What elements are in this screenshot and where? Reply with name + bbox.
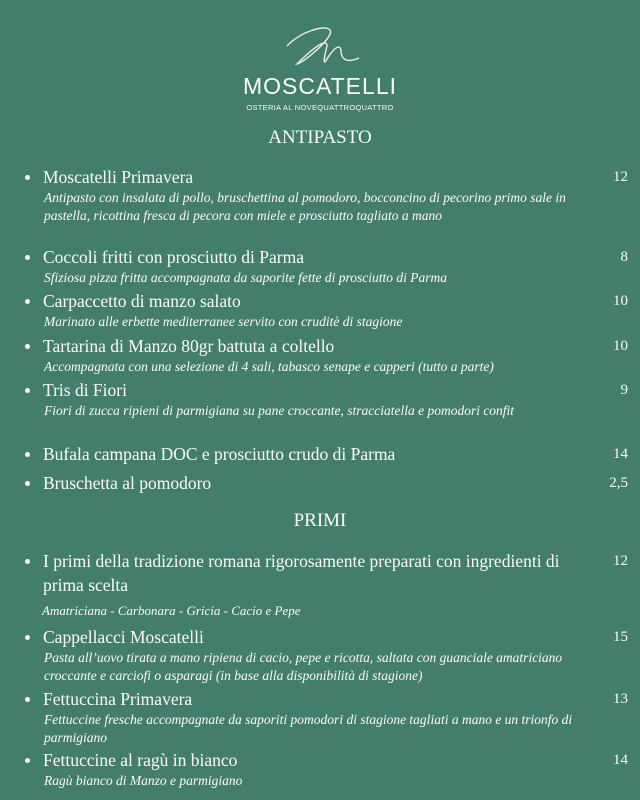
item-price: 10 xyxy=(613,338,628,354)
item-description: Accompagnata con una selezione di 4 sali, tabasco senape e capperi (tutto a parte) xyxy=(44,359,494,374)
menu-item xyxy=(24,748,628,790)
item-price: 8 xyxy=(620,249,628,265)
item-name: Bufala campana DOC e prosciutto crudo di Parma xyxy=(24,442,628,466)
item-varieties: Amatriciana - Carbonara - Gricia - Cacio e Pepe xyxy=(42,603,301,618)
item-price: 12 xyxy=(613,553,628,569)
item-name: Fettuccine al ragù in bianco xyxy=(24,748,628,772)
menu-item xyxy=(24,442,628,466)
menu-item xyxy=(24,625,628,685)
item-price: 9 xyxy=(620,382,628,398)
brand-tagline: OSTERIA AL NOVEQUATTROQUATTRO xyxy=(246,103,394,112)
menu-item xyxy=(24,687,628,747)
section-title-primi: PRIMI xyxy=(293,510,347,531)
menu-item xyxy=(24,245,628,287)
menu-item xyxy=(24,334,628,376)
item-price: 13 xyxy=(613,691,628,707)
menu-item xyxy=(24,378,628,420)
item-price: 14 xyxy=(613,446,628,462)
item-price: 14 xyxy=(613,752,628,768)
item-name: Coccoli fritti con prosciutto di Parma xyxy=(24,245,628,269)
item-price: 2,5 xyxy=(609,475,628,491)
item-name: Bruschetta al pomodoro xyxy=(24,471,628,495)
item-description: Ragù bianco di Manzo e parmigiano xyxy=(44,773,243,788)
item-name: Cappellacci Moscatelli xyxy=(24,625,628,649)
menu-item xyxy=(24,471,628,495)
item-name: Tartarina di Manzo 80gr battuta a coltello xyxy=(24,334,628,358)
item-description: Marinato alle erbette mediterranee servito con cruditè di stagione xyxy=(44,314,403,329)
section-title-antipasto: ANTIPASTO xyxy=(268,127,372,148)
signature-logo-icon xyxy=(0,24,640,73)
item-name: Carpaccetto di manzo salato xyxy=(24,289,628,313)
item-description: Sfiziosa pizza fritta accompagnata da saporite fette di prosciutto di Parma xyxy=(44,270,447,285)
item-description: Fiori di zucca ripieni di parmigiana su pane croccante, stracciatella e pomodori confit xyxy=(44,403,515,418)
item-name: Tris di Fiori xyxy=(24,378,628,402)
item-price: 12 xyxy=(613,169,628,185)
item-name: Fettuccina Primavera xyxy=(24,687,628,711)
brand-name: MOSCATELLI xyxy=(243,73,397,99)
menu-item xyxy=(24,165,628,225)
item-description: Fettuccine fresche accompagnate da saporiti pomodori di stagione tagliati a mano e un trionfo di parmigiano xyxy=(44,712,573,745)
item-price: 15 xyxy=(613,629,628,645)
item-name: Moscatelli Primavera xyxy=(24,165,628,189)
item-description: Pasta all’uovo tirata a mano ripiena di cacio, pepe e ricotta, saltata con guanciale amatriciano croccante e carciofi o asparagi (in base alla disponibilità di stagione) xyxy=(44,650,563,683)
item-name: I primi della tradizione romana rigorosamente preparati con ingredienti di prima scelta xyxy=(24,549,563,597)
item-description: Antipasto con insalata di pollo, bruschettina al pomodoro, bocconcino di pecorino primo sale in pastella, ricottina fresca di pecora con miele e prosciutto tagliato a mano xyxy=(44,190,566,223)
item-price: 10 xyxy=(613,293,628,309)
menu-item xyxy=(24,549,628,619)
menu-item xyxy=(24,289,628,331)
